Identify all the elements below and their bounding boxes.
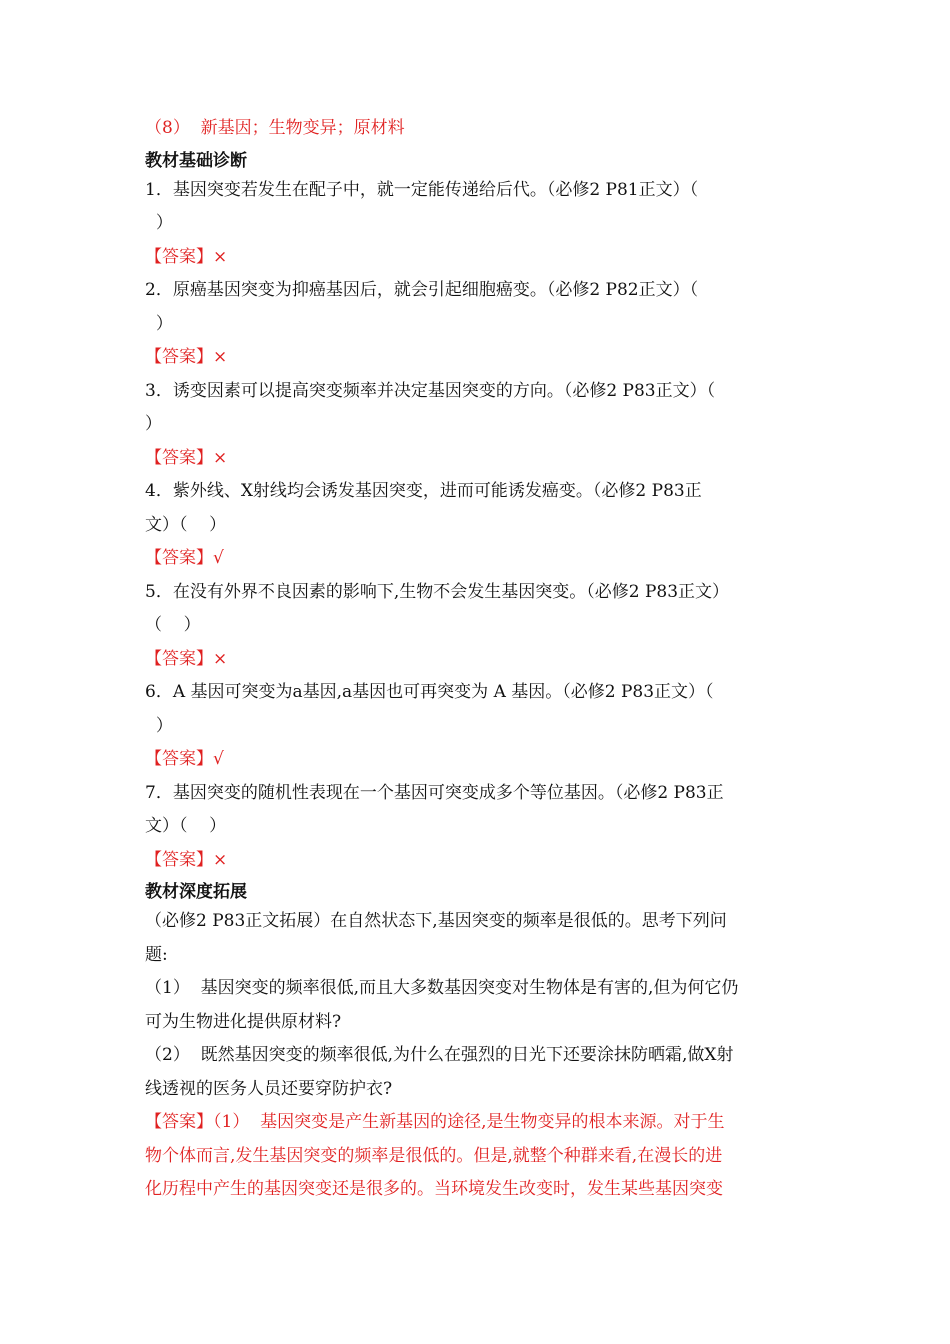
answer-7: 【答案】× <box>145 849 228 870</box>
question-block-6 <box>145 676 810 777</box>
question-block-5 <box>145 576 810 677</box>
answer-2: 【答案】× <box>145 347 228 367</box>
document-body <box>145 112 810 1207</box>
section-heading-extension: 教材深度拓展 <box>145 882 247 902</box>
question-block-2 <box>145 274 810 375</box>
question-1: 1．基因突变若发生在配子中，就一定能传递给后代。（必修2 P81正文）（ ） <box>145 179 699 233</box>
extension-question-1: （1） 基因突变的频率很低,而且大多数基因突变对生物体是有害的,但为何它仍 可为生物进化提供原材料? <box>145 978 739 1032</box>
answer-3: 【答案】× <box>145 447 228 468</box>
question-6: 6．A 基因可突变为a基因,a基因也可再突变为 A 基因。（必修2 P83正文）（ ） <box>145 682 714 736</box>
answer-1: 【答案】× <box>145 246 228 267</box>
extension-answer: 【答案】（1） 基因突变是产生新基因的途径,是生物变异的根本来源。对于生 物个体而言,发生基因突变的频率是很低的。但是,就整个种群来看,在漫长的进 化历程中产生的基因突变还是很多的。当环境发生改变时，发生某些基因突变 <box>145 1112 725 1199</box>
question-4: 4．紫外线、X射线均会诱发基因突变，进而可能诱发癌变。（必修2 P83正 文）（ ） <box>145 481 702 535</box>
question-5: 5．在没有外界不良因素的影响下,生物不会发生基因突变。（必修2 P83正文） （ ） <box>145 581 730 635</box>
section-heading-basic: 教材基础诊断 <box>145 150 247 171</box>
question-3: 3．诱变因素可以提高突变频率并决定基因突变的方向。（必修2 P83正文）（ ） <box>145 380 716 434</box>
question-block-3 <box>145 375 810 476</box>
question-7: 7．基因突变的随机性表现在一个基因可突变成多个等位基因。（必修2 P83正 文）（ ） <box>145 782 724 836</box>
question-block-7 <box>145 777 810 878</box>
answer-5: 【答案】× <box>145 648 228 669</box>
answer-4: 【答案】√ <box>145 548 224 568</box>
question-block-1 <box>145 174 810 275</box>
extension-intro: （必修2 P83正文拓展）在自然状态下,基因突变的频率是很低的。思考下列问 题: <box>145 911 727 965</box>
question-block-4 <box>145 475 810 576</box>
extension-question-2: （2） 既然基因突变的频率很低,为什么在强烈的日光下还要涂抹防晒霜,做X射 线透视的医务人员还要穿防护衣? <box>145 1045 734 1099</box>
previous-answer-line: （8） 新基因；生物变异；原材料 <box>145 118 405 138</box>
answer-6: 【答案】√ <box>145 749 224 769</box>
question-2: 2．原癌基因突变为抑癌基因后，就会引起细胞癌变。（必修2 P82正文）（ ） <box>145 280 699 334</box>
